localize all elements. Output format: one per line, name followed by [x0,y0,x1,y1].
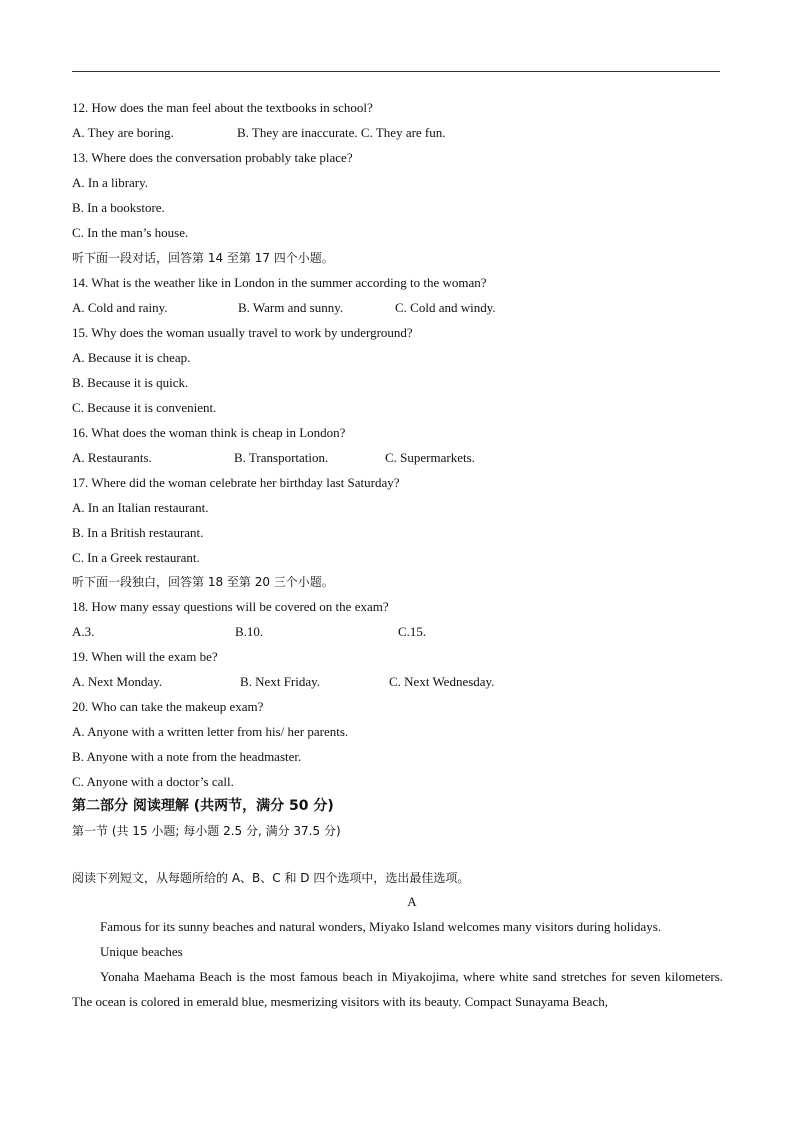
q13-option-a: A. In a library. [72,175,149,190]
q16-option-c: C. Supermarkets. [385,450,475,465]
q17-option-b: B. In a British restaurant. [72,525,204,540]
passage-intro: Famous for its sunny beaches and natural wonders, Miyako Island welcomes many visitors during holidays. [100,919,662,934]
q12-option-bc: B. They are inaccurate. C. They are fun. [237,125,446,140]
q15-option-c: C. Because it is convenient. [72,400,217,415]
passage-letter: A [407,894,417,909]
q14-option-b: B. Warm and sunny. [238,300,344,315]
q17-question: 17. Where did the woman celebrate her birthday last Saturday? [72,475,400,490]
listening-instruction-2: 听下面一段独白，回答第 18 至第 20 三个小题。 [72,575,334,589]
q13-question: 13. Where does the conversation probably take place? [72,150,353,165]
q12-options [72,124,446,142]
q13-option-c: C. In the man’s house. [72,225,189,240]
q18-question: 18. How many essay questions will be covered on the exam? [72,599,389,614]
q16-options [72,449,475,467]
q14-option-a: A. Cold and rainy. [72,300,168,315]
q18-option-a: A.3. [72,624,95,639]
q12-option-a: A. They are boring. [72,125,174,140]
part2-heading: 第二部分 阅读理解 (共两节，满分 50 分) [72,798,334,814]
listening-instruction-1: 听下面一段对话，回答第 14 至第 17 四个小题。 [72,251,334,265]
q16-question: 16. What does the woman think is cheap in London? [72,425,346,440]
q18-option-b: B.10. [235,624,264,639]
section1-heading: 第一节 (共 15 小题; 每小题 2.5 分, 满分 37.5 分) [72,824,341,838]
reading-instruction: 阅读下列短文，从每题所给的 A、B、C 和 D 四个选项中，选出最佳选项。 [72,871,470,885]
q15-option-b: B. Because it is quick. [72,375,189,390]
q14-option-c: C. Cold and windy. [395,300,496,315]
q20-option-c: C. Anyone with a doctor’s call. [72,774,234,789]
q15-question: 15. Why does the woman usually travel to work by underground? [72,325,413,340]
passage-paragraph: Yonaha Maehama Beach is the most famous beach in Miyakojima, where white sand stretches for seven kilometers. The ocean is colored in emerald blue, mesmerizing visitors with its beauty. Compact Sunayama Beach, [72,969,723,1009]
q20-option-b: B. Anyone with a note from the headmaster. [72,749,302,764]
q19-options [72,673,495,691]
q17-option-c: C. In a Greek restaurant. [72,550,200,565]
q19-option-c: C. Next Wednesday. [389,674,495,689]
q12-question: 12. How does the man feel about the textbooks in school? [72,100,373,115]
q14-question: 14. What is the weather like in London in the summer according to the woman? [72,275,487,290]
q20-question: 20. Who can take the makeup exam? [72,699,264,714]
q17-option-a: A. In an Italian restaurant. [72,500,209,515]
q13-option-b: B. In a bookstore. [72,200,165,215]
q18-option-c: C.15. [398,624,427,639]
q19-question: 19. When will the exam be? [72,649,218,664]
q16-option-b: B. Transportation. [234,450,329,465]
q18-options [72,623,427,641]
q20-option-a: A. Anyone with a written letter from his/ her parents. [72,724,349,739]
passage-subheading: Unique beaches [100,944,183,959]
q14-options [72,299,496,317]
q19-option-b: B. Next Friday. [240,674,321,689]
header-rule [72,71,720,72]
q15-option-a: A. Because it is cheap. [72,350,191,365]
q16-option-a: A. Restaurants. [72,450,152,465]
q19-option-a: A. Next Monday. [72,674,163,689]
